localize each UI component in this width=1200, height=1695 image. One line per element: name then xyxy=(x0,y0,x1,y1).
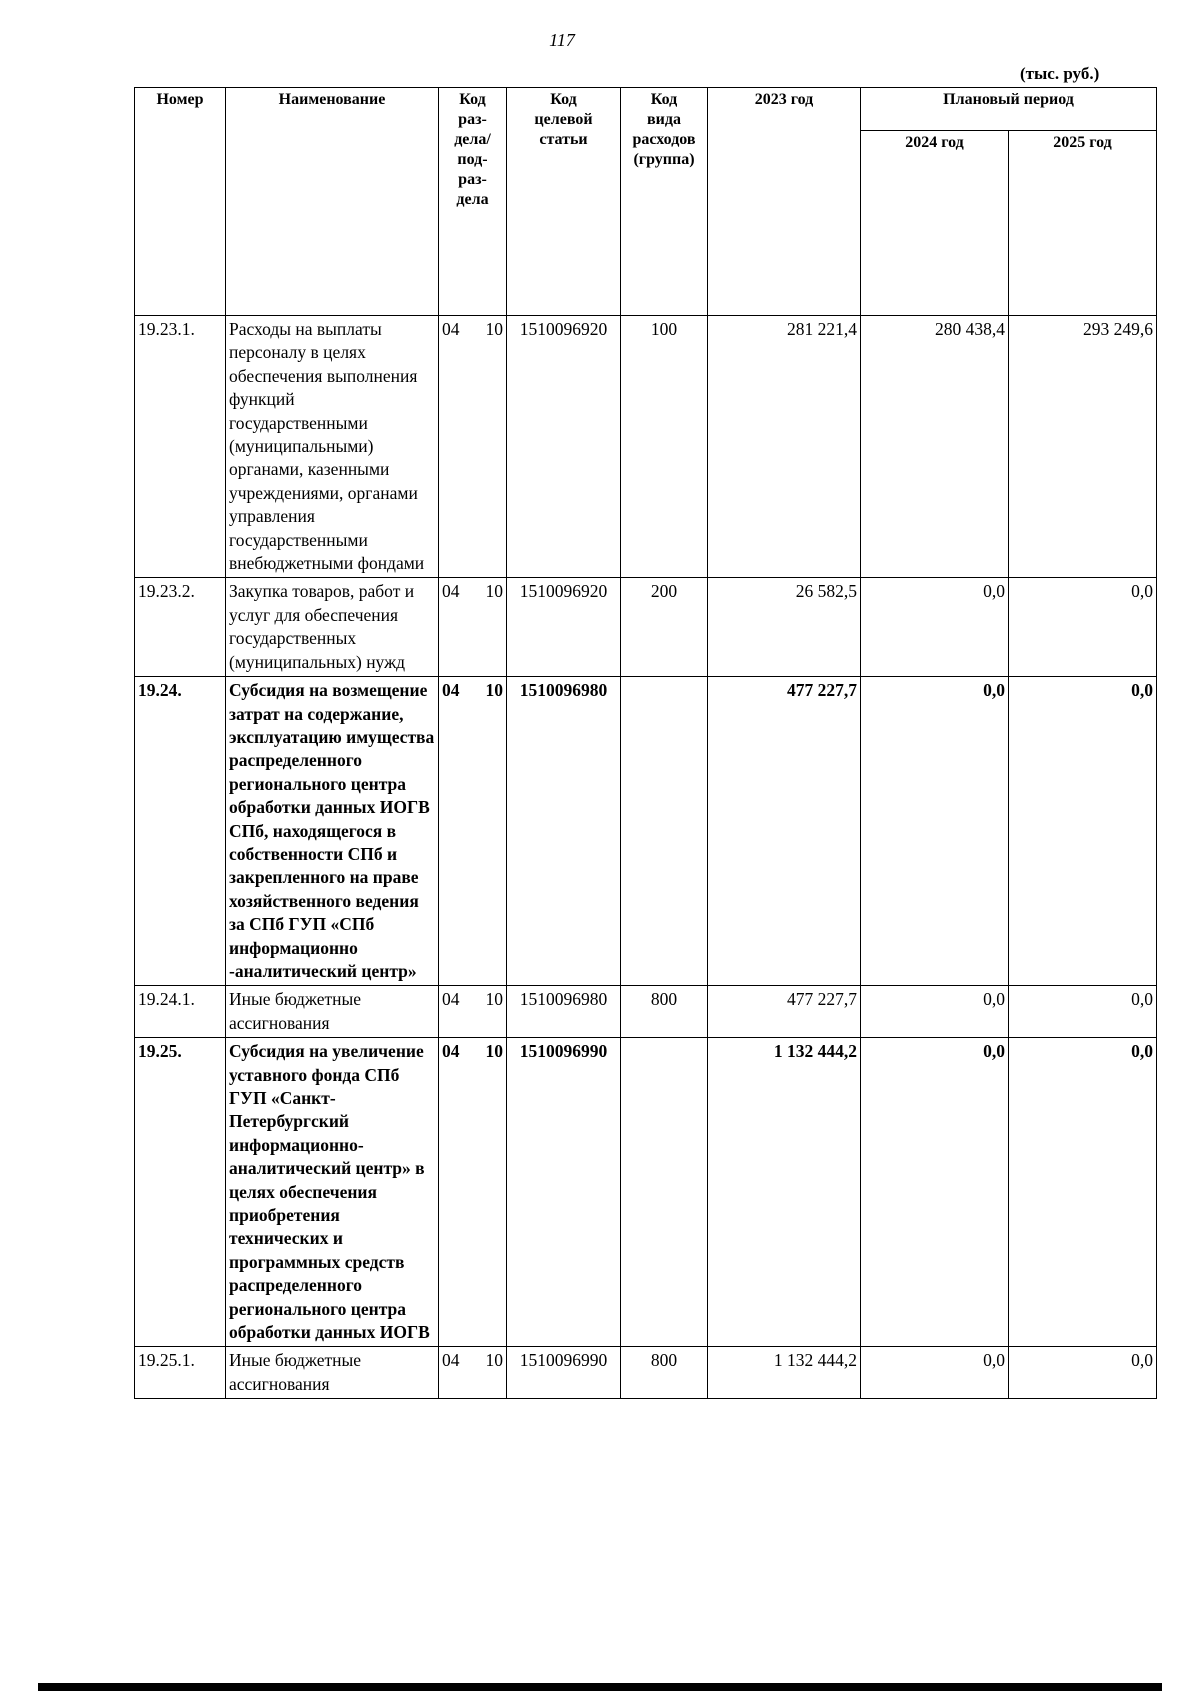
table-row xyxy=(135,1347,1157,1399)
row-stat: 1510096980 xyxy=(507,677,621,986)
row-2024: 280 438,4 xyxy=(861,316,1009,578)
row-number: 19.23.2. xyxy=(135,578,226,677)
row-number: 19.24.1. xyxy=(135,986,226,1038)
row-vid: 200 xyxy=(621,578,708,677)
header-vid-line: вида xyxy=(647,111,681,128)
row-podrazdel: 10 xyxy=(485,680,503,701)
row-podrazdel: 10 xyxy=(485,581,503,602)
header-name: Наименование xyxy=(226,88,439,316)
header-plan-period: Плановый период xyxy=(861,88,1157,131)
header-razdel xyxy=(439,88,507,316)
row-2024: 0,0 xyxy=(861,986,1009,1038)
row-name: Закупка товаров, работ и услуг для обеспечения государственных (муниципальных) нужд xyxy=(226,578,439,677)
header-razdel-line: Код xyxy=(459,91,486,108)
row-razdel-cell xyxy=(439,1038,507,1347)
row-razdel-cell xyxy=(439,1347,507,1399)
row-stat: 1510096990 xyxy=(507,1038,621,1347)
row-2024: 0,0 xyxy=(861,1347,1009,1399)
row-name: Иные бюджетные ассигнования xyxy=(226,986,439,1038)
row-podrazdel: 10 xyxy=(485,989,503,1010)
row-podrazdel: 10 xyxy=(485,1041,503,1062)
row-stat: 1510096980 xyxy=(507,986,621,1038)
header-razdel-line: дела xyxy=(456,191,489,208)
header-razdel-line: раз- xyxy=(458,111,487,128)
header-stat-line: целевой xyxy=(534,111,593,128)
header-number: Номер xyxy=(135,88,226,316)
row-2023: 477 227,7 xyxy=(708,986,861,1038)
row-razdel: 04 xyxy=(442,989,460,1010)
row-2023: 1 132 444,2 xyxy=(708,1038,861,1347)
row-podrazdel: 10 xyxy=(485,1350,503,1371)
row-razdel: 04 xyxy=(442,1041,460,1062)
row-stat: 1510096920 xyxy=(507,578,621,677)
header-stat-line: статьи xyxy=(539,131,588,148)
row-vid: 800 xyxy=(621,1347,708,1399)
scan-edge-bar xyxy=(38,1683,1162,1691)
row-number: 19.25.1. xyxy=(135,1347,226,1399)
header-2025: 2025 год xyxy=(1009,131,1157,316)
header-stat-line: Код xyxy=(550,91,577,108)
row-vid: 100 xyxy=(621,316,708,578)
row-razdel-cell xyxy=(439,578,507,677)
row-2025: 0,0 xyxy=(1009,1347,1157,1399)
table-row xyxy=(135,986,1157,1038)
row-razdel: 04 xyxy=(442,581,460,602)
table-row xyxy=(135,316,1157,578)
row-stat: 1510096920 xyxy=(507,316,621,578)
row-number: 19.25. xyxy=(135,1038,226,1347)
row-2025: 0,0 xyxy=(1009,578,1157,677)
row-vid xyxy=(621,677,708,986)
header-stat xyxy=(507,88,621,316)
row-name: Расходы на выплаты персоналу в целях обеспечения выполнения функций государственными (муниципальными) органами, казенными учреждениями, органами управления государственными внебюджетными фондами xyxy=(226,316,439,578)
header-vid-line: расходов xyxy=(632,131,696,148)
header-vid-line: Код xyxy=(650,91,678,108)
row-name: Субсидия на возмещение затрат на содержание, эксплуатацию имущества распределенного регионального центра обработки данных ИОГВ СПб, находящегося в собственности СПб и закрепленного на праве хозяйственного ведения за СПб ГУП «СПб информационно -аналитический центр» xyxy=(226,677,439,986)
header-razdel-line: раз- xyxy=(458,171,487,188)
header-vid xyxy=(621,88,708,316)
header-vid-line: (группа) xyxy=(633,151,695,168)
row-2024: 0,0 xyxy=(861,1038,1009,1347)
row-2025: 0,0 xyxy=(1009,677,1157,986)
budget-table xyxy=(134,87,1157,1399)
row-name: Иные бюджетные ассигнования xyxy=(226,1347,439,1399)
row-razdel: 04 xyxy=(442,1350,460,1371)
table-row xyxy=(135,578,1157,677)
header-2023: 2023 год xyxy=(708,88,861,316)
header-row xyxy=(135,88,1157,131)
row-2024: 0,0 xyxy=(861,677,1009,986)
row-vid xyxy=(621,1038,708,1347)
row-number: 19.23.1. xyxy=(135,316,226,578)
page-number: 117 xyxy=(549,30,575,50)
header-razdel-line: дела/ xyxy=(454,131,491,148)
row-razdel-cell xyxy=(439,986,507,1038)
row-podrazdel: 10 xyxy=(485,319,503,339)
row-stat: 1510096990 xyxy=(507,1347,621,1399)
row-2025: 0,0 xyxy=(1009,1038,1157,1347)
row-2025: 0,0 xyxy=(1009,986,1157,1038)
row-2025: 293 249,6 xyxy=(1009,316,1157,578)
row-razdel-cell xyxy=(439,677,507,986)
row-2023: 1 132 444,2 xyxy=(708,1347,861,1399)
row-vid: 800 xyxy=(621,986,708,1038)
table-row xyxy=(135,677,1157,986)
row-2023: 26 582,5 xyxy=(708,578,861,677)
row-2023: 281 221,4 xyxy=(708,316,861,578)
row-2024: 0,0 xyxy=(861,578,1009,677)
units-label: (тыс. руб.) xyxy=(1020,64,1100,83)
header-2024: 2024 год xyxy=(861,131,1009,316)
row-razdel: 04 xyxy=(442,319,460,339)
row-name: Субсидия на увеличение уставного фонда СПб ГУП «Санкт-Петербургский информационно-аналитический центр» в целях обеспечения приобретения технических и программных средств распределенного регионального центра обработки данных ИОГВ xyxy=(226,1038,439,1347)
row-razdel-cell xyxy=(439,316,507,578)
header-razdel-line: под- xyxy=(457,151,488,168)
row-number: 19.24. xyxy=(135,677,226,986)
row-2023: 477 227,7 xyxy=(708,677,861,986)
table-row xyxy=(135,1038,1157,1347)
row-razdel: 04 xyxy=(442,680,460,701)
